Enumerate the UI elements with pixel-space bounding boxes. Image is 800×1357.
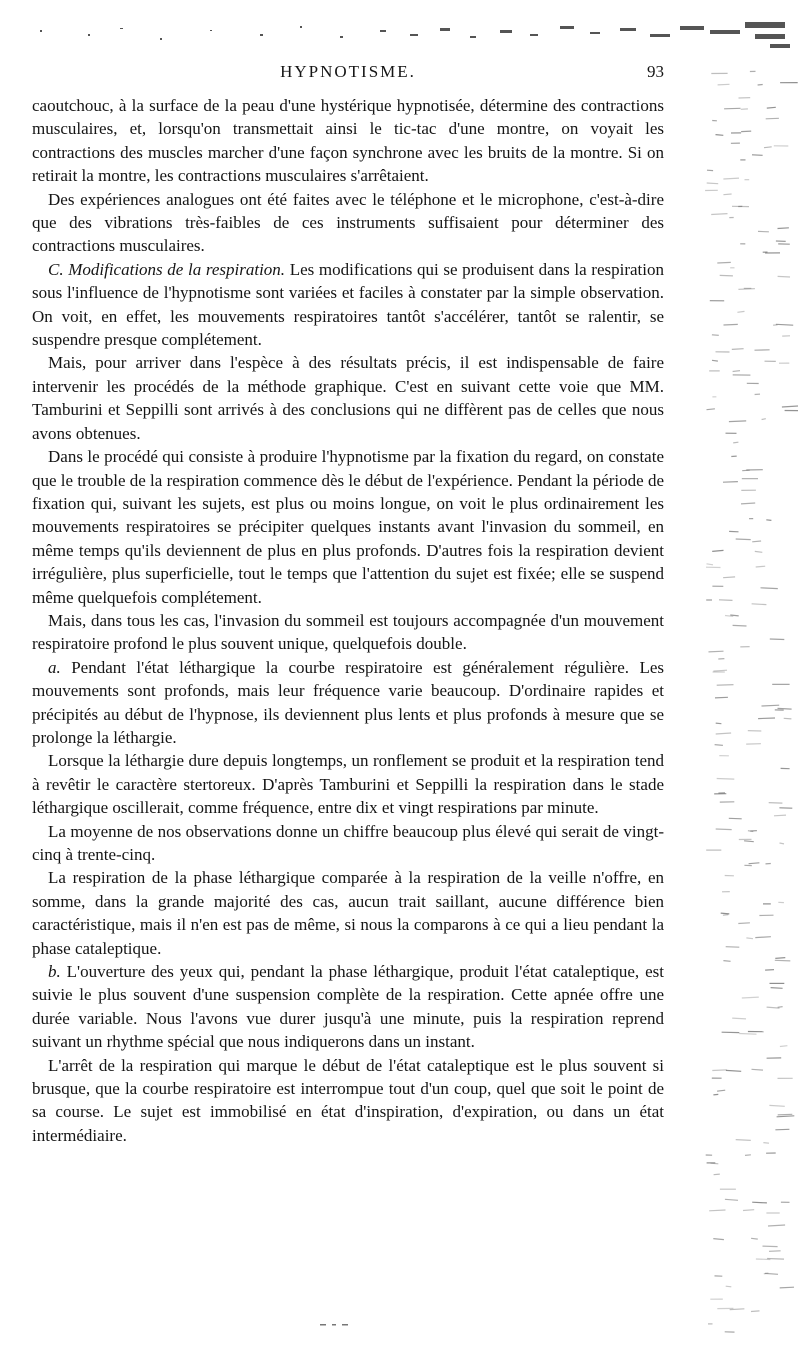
page-header [32, 60, 664, 84]
paragraph: L'arrêt de la respiration qui marque le début de l'état cataleptique est le plus souvent si brusque, que la courbe respiratoire est interrompue tout d'un coup, quel que soit le point de sa course. Le sujet est immobilisé en état d'inspiration, d'expiration, ou dans un état intermédiaire. [32, 1055, 664, 1145]
paragraph: Dans le procédé qui consiste à produire l'hypnotisme par la fixation du regard, on constate que le trouble de la respiration commence dès le début de l'expérience. Pendant la période de fixation qui, suivant les sujets, est plus ou moins longue, on voit le plus ordinairement les mouvements respiratoires se précipiter quelques instants avant l'invasion du sommeil, en même temps qu'ils deviennent de plus en plus profonds. D'autres fois la respiration devient irrégulière, plus superficielle, tout le temps que l'attention du sujet est fixée; elle se suspend même quelquefois complétement. [32, 447, 664, 607]
scan-noise-top [0, 0, 800, 60]
body-text [32, 94, 664, 1147]
paragraph: Mais, dans tous les cas, l'invasion du sommeil est toujours accompagnée d'un mouvement respiratoire profond le plus souvent unique, quelquefois double. [32, 610, 664, 654]
item-label: a. [48, 657, 61, 677]
running-title: HYPNOTISME. [280, 62, 416, 81]
page-number: 93 [647, 62, 664, 81]
paragraph: La moyenne de nos observations donne un chiffre beaucoup plus élevé qui serait de vingt-cinq à trente-cinq. [32, 821, 664, 864]
paragraph: C. Modifications de la respiration. Les modifications qui se produisent dans la respiration sous l'influence de l'hypnotisme sont variées et faciles à constater par la simple observation. On voit, en effet, les mouvements respiratoires tantôt s'accélérer, tantôt se ralentir, se suspendre presque complétement. [32, 259, 664, 350]
footer-mark [318, 1322, 358, 1328]
paragraph: La respiration de la phase léthargique comparée à la respiration de la veille n'offre, en somme, dans la grande majorité des cas, aucun trait saillant, aucune différence bien caractéristique, mais il n'en est pas de même, si nous la comparons à ce qui a lieu pendant la phase cataleptique. [32, 868, 664, 958]
item-label: b. [48, 962, 61, 982]
paragraph: b. L'ouverture des yeux qui, pendant la phase léthargique, produit l'état cataleptique, est suivie le plus souvent d'une suspension complète de la respiration. Cette apnée offre une durée variable. Nous l'avons vue durer jusqu'à une minute, puis la respiration reprend suivant un rhythme spécial que nous indiquerons dans un instant. [32, 962, 664, 1052]
paragraph: Mais, pour arriver dans l'espèce à des résultats précis, il est indispensable de faire intervenir les procédés de la méthode graphique. C'est en suivant cette voie que MM. Tamburini et Seppilli sont arrivés à des conclusions qui ne diffèrent pas de celles que nous avons obtenues. [32, 353, 664, 443]
paragraph: Des expériences analogues ont été faites avec le téléphone et le microphone, c'est-à-dire que des vibrations très-faibles de ces instruments suffisaient pour déterminer des contractions musculaires. [32, 189, 664, 256]
paragraph: Lorsque la léthargie dure depuis longtemps, un ronflement se produit et la respiration tend à revêtir le caractère stertoreux. D'après Tamburini et Seppilli la respiration dans le stade léthargique oscillerait, comme fréquence, entre dix et vingt respirations par minute. [32, 751, 664, 818]
section-heading: C. Modifications de la respiration. [48, 259, 286, 279]
bleed-through-margin [700, 0, 800, 1357]
paragraph: a. Pendant l'état léthargique la courbe respiratoire est généralement régulière. Les mouvements sont profonds, mais leur fréquence varie beaucoup. D'ordinaire rapides et précipités au début de l'hypnose, ils deviennent plus lents et plus profonds à mesure que se prolonge la léthargie. [32, 657, 664, 747]
paragraph: caoutchouc, à la surface de la peau d'une hystérique hypnotisée, détermine des contractions musculaires, et, lorsqu'on transmettait ainsi le tic-tac d'une montre, on voyait les contractions des muscles marcher d'une façon synchrone avec les bruits de la montre. Si on retirait la montre, les contractions musculaires s'arrêtaient. [32, 96, 664, 186]
